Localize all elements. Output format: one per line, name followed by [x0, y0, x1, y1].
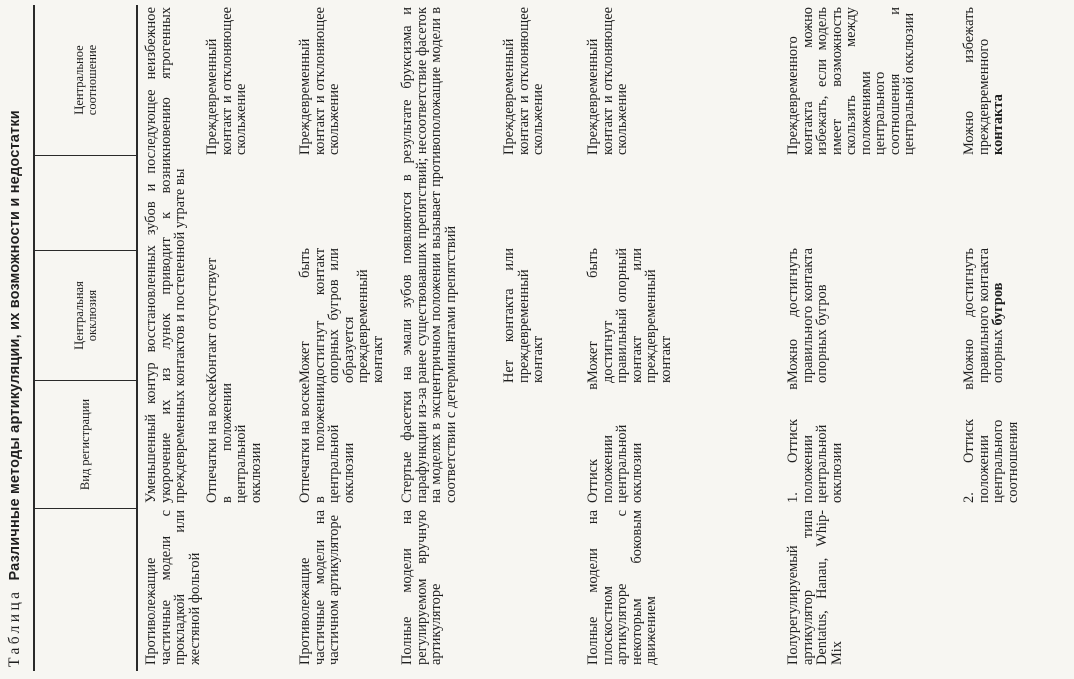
- row1-registration: Отпечатки на воске в положении центральной окклюзии: [204, 383, 264, 503]
- table-title: Различные методы артикуляции, их возможности и недостатки: [7, 110, 23, 581]
- row6-occlusion-bold: бугров: [990, 282, 1006, 326]
- row6-relation-bold: контакта: [990, 94, 1006, 155]
- table-label: Таблица: [6, 588, 23, 667]
- header-central-occlusion: Центральная окклюзия: [71, 281, 99, 350]
- row2-relation: Преждевременный контакт и отклоняющее скольжение: [297, 7, 342, 155]
- column-divider: [33, 508, 138, 509]
- row4-registration: Оттиск в положении центральной окклюзии: [585, 383, 645, 503]
- row6-relation: [962, 7, 1032, 155]
- row2-registration: Отпечатки на воске в положении центральной окклюзии: [297, 383, 357, 503]
- row3-relation: Преждевременный контакт и отклоняющее скольжение: [501, 7, 546, 155]
- row6-relation-text: Можно избежать преждевременного: [961, 7, 992, 155]
- row5-registration: 1. Оттиск в положении центральной окклюзии: [785, 383, 845, 503]
- row5-relation: Преждевременного контакта можно избежать, если модель имеет возможность скользить между положениями центрального соотношения и центральной окклюзии: [785, 7, 917, 155]
- row3-note: Стертые фасетки на эмали зубов появляются в результате бруксизма и парафункции из-за ранее существовавших препятствий; несоответствие фасеток на моделях в эксцентричном положении вызывает противоположащие модели в соответствии с детерминантами препятствий: [399, 7, 459, 503]
- column-divider: [33, 155, 138, 156]
- row1-relation: Преждевременный контакт и отклоняющее скольжение: [204, 7, 249, 155]
- row4-method: Полные модели на плоскостном артикуляторе с некоторым боковым движением: [585, 510, 659, 665]
- row2-occlusion: Может быть достигнут контакт опорных бугров или образуется преждевременный контакт: [297, 248, 386, 383]
- row5-occlusion: Можно достигнуть правильного контакта опорных бугров: [785, 248, 830, 383]
- row3-occlusion: Нет контакта или преждевременный контакт: [501, 248, 546, 383]
- row4-relation: Преждевременный контакт и отклоняющее скольжение: [585, 7, 630, 155]
- header-central-relation: Центральное соотношение: [71, 44, 99, 116]
- header-bottom-rule: [136, 5, 138, 671]
- row1-note: Уменьшенный контур восстановленных зубов и последующее неизбежное укорочение их из лунок приводит к возникновению ятрогенных преждевременных контактов и постепенной утрате вы: [143, 7, 188, 503]
- table-caption: [0, 7, 30, 667]
- row2-method: Противолежащие частичные модели на частичном артикуляторе: [297, 510, 342, 665]
- row5-method: Полурегулируемый артикулятор типа Dentatus, Hanau, Whip-Mix: [785, 510, 845, 665]
- row1-occlusion: Контакт отсутствует: [204, 257, 220, 383]
- row4-occlusion: Может быть достигнут правильный опорный контакт или преждевременный контакт: [585, 248, 674, 383]
- row6-occlusion-text: Можно достигнуть правильного контакта опорных: [961, 248, 1006, 383]
- row3-method: Полные модели на регулируемом вручную артикуляторе: [399, 510, 444, 665]
- row1-method: Противолежащие частичные модели с прокладкой или жестяной фольгой: [143, 510, 203, 665]
- header-registration: Вид регистрации: [78, 398, 92, 491]
- row6-occlusion: [962, 248, 1042, 383]
- row6-registration: 2. Оттиск в положении центрального соотношения: [961, 383, 1021, 503]
